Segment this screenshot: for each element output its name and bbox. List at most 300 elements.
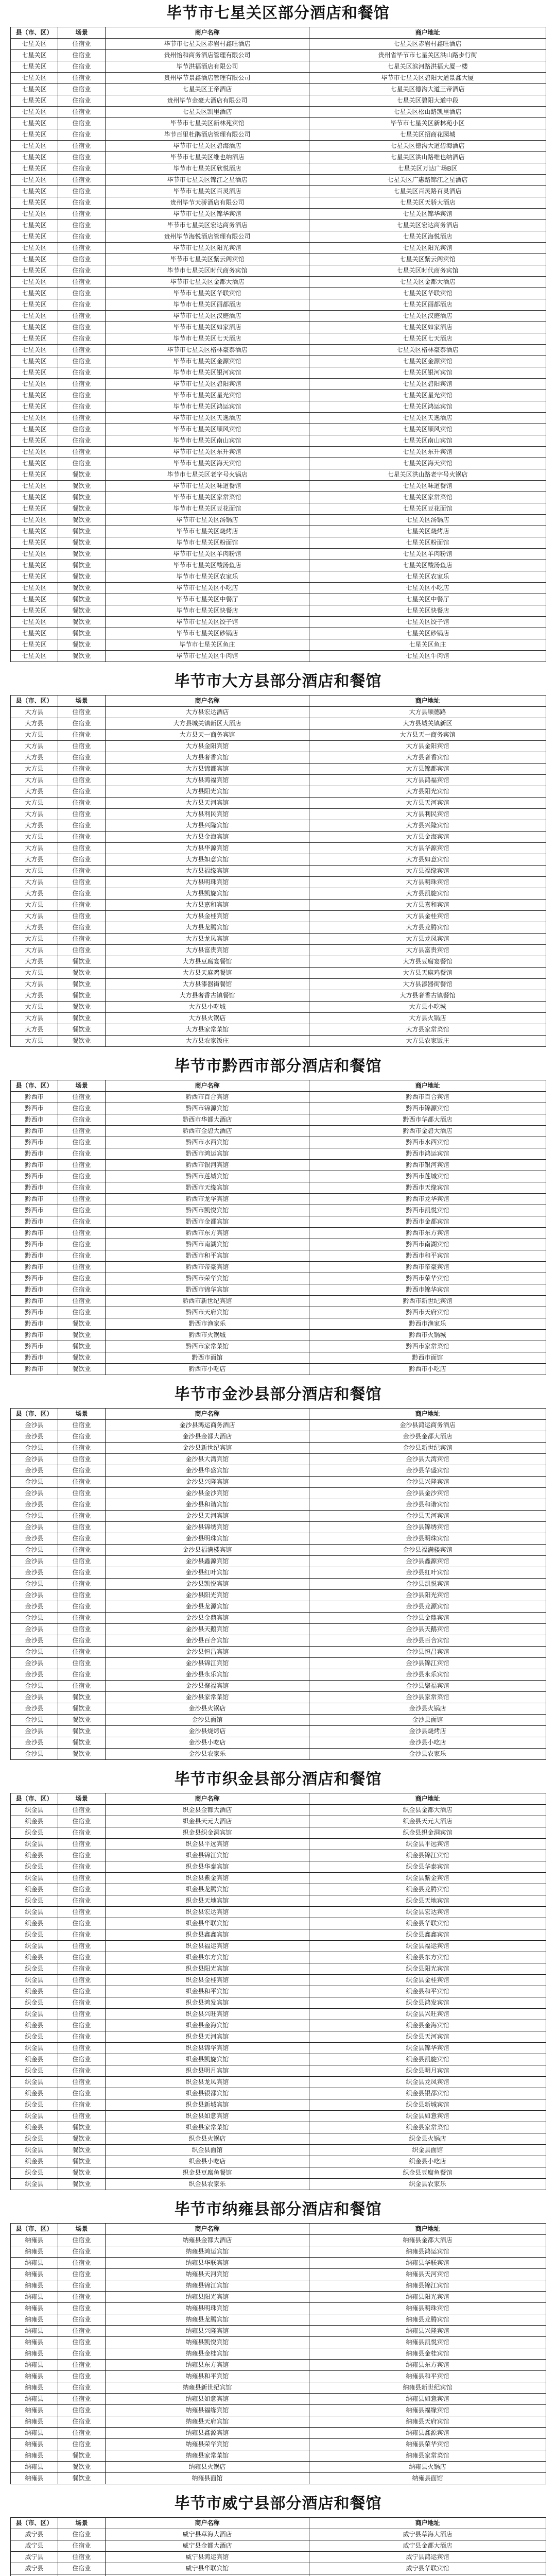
cell-region: 大方县 bbox=[11, 786, 58, 798]
cell-scene: 住宿业 bbox=[58, 107, 106, 118]
cell-merchant-name: 纳雍县天府宾馆 bbox=[106, 2416, 309, 2428]
cell-merchant-address: 织金县新城宾馆 bbox=[309, 2099, 546, 2111]
cell-merchant-address: 大方县火锅店 bbox=[309, 1013, 546, 1024]
cell-scene: 住宿业 bbox=[58, 718, 106, 730]
cell-merchant-address: 七星关区天逸酒店 bbox=[309, 413, 546, 424]
table-row bbox=[11, 141, 546, 152]
table-row bbox=[11, 1884, 546, 1895]
cell-merchant-name: 织金县家常菜馆 bbox=[106, 2122, 309, 2133]
cell-merchant-address: 毕节市七星关区碧阳大道景鑫大厦 bbox=[309, 73, 546, 84]
cell-merchant-address: 织金县锦江宾馆 bbox=[309, 1850, 546, 1861]
cell-merchant-name: 金沙县阳光宾馆 bbox=[106, 1590, 309, 1601]
table-row bbox=[11, 175, 546, 186]
cell-merchant-address: 七星关区赤岩村鑫旺酒店 bbox=[309, 39, 546, 50]
cell-scene: 餐饮业 bbox=[58, 639, 106, 651]
cell-merchant-name: 金沙县明珠宾馆 bbox=[106, 1533, 309, 1545]
table-row bbox=[11, 492, 546, 503]
cell-scene: 住宿业 bbox=[58, 379, 106, 390]
cell-merchant-address: 七星关区宏达商务酒店 bbox=[309, 220, 546, 231]
cell-merchant-address: 七星关区如家酒店 bbox=[309, 322, 546, 333]
cell-merchant-name: 织金县宏达宾馆 bbox=[106, 1907, 309, 1918]
cell-merchant-address: 七星关区丽都酒店 bbox=[309, 299, 546, 311]
cell-merchant-address: 织金县华联宾馆 bbox=[309, 1918, 546, 1929]
cell-merchant-name: 金沙县华盛宾馆 bbox=[106, 1465, 309, 1477]
cell-scene: 住宿业 bbox=[58, 2360, 106, 2371]
table-row bbox=[11, 820, 546, 832]
cell-scene: 住宿业 bbox=[58, 322, 106, 333]
cell-scene: 餐饮业 bbox=[58, 549, 106, 560]
cell-merchant-address: 金沙县福满楼宾馆 bbox=[309, 1545, 546, 1556]
cell-merchant-name: 毕节市七星关区格林豪泰酒店 bbox=[106, 345, 309, 356]
cell-scene: 餐饮业 bbox=[58, 1749, 106, 1760]
cell-merchant-address: 大方县天河宾馆 bbox=[309, 798, 546, 809]
table-row bbox=[11, 481, 546, 492]
cell-scene: 餐饮业 bbox=[58, 1024, 106, 1036]
cell-merchant-address: 七星关区饺子馆 bbox=[309, 617, 546, 628]
section-title: 毕节市七星关区部分酒店和餐馆 bbox=[166, 4, 390, 22]
cell-merchant-address: 七星关区华联宾馆 bbox=[309, 288, 546, 299]
cell-merchant-address: 黔西市银河宾馆 bbox=[309, 1160, 546, 1171]
cell-merchant-address: 金沙县和谐宾馆 bbox=[309, 1499, 546, 1511]
cell-region: 七星关区 bbox=[11, 492, 58, 503]
cell-merchant-address: 织金县东方宾馆 bbox=[309, 1952, 546, 1963]
cell-merchant-name: 金沙县凯悦宾馆 bbox=[106, 1579, 309, 1590]
header-scene: 场景 bbox=[58, 1080, 106, 1092]
cell-scene: 住宿业 bbox=[58, 2258, 106, 2269]
cell-merchant-name: 毕节市七星关区紫云阁宾馆 bbox=[106, 254, 309, 265]
table-row bbox=[11, 1941, 546, 1952]
cell-merchant-name: 黔西市面馆 bbox=[106, 1352, 309, 1364]
table-row bbox=[11, 152, 546, 163]
table-row bbox=[11, 1239, 546, 1250]
cell-merchant-name: 毕节市七星关区鱼庄 bbox=[106, 639, 309, 651]
cell-region: 纳雍县 bbox=[11, 2473, 58, 2484]
table-row bbox=[11, 1827, 546, 1839]
cell-merchant-address: 大方县明珠宾馆 bbox=[309, 877, 546, 888]
table-row bbox=[11, 1160, 546, 1171]
cell-merchant-name: 毕节市七星关区海天宾馆 bbox=[106, 458, 309, 469]
cell-scene: 餐饮业 bbox=[58, 1036, 106, 1047]
cell-merchant-name: 大方县嘉和宾馆 bbox=[106, 900, 309, 911]
table-row bbox=[11, 1205, 546, 1216]
table-row bbox=[11, 288, 546, 299]
table-row bbox=[11, 447, 546, 458]
cell-region: 大方县 bbox=[11, 1036, 58, 1047]
table-row bbox=[11, 379, 546, 390]
cell-region: 七星关区 bbox=[11, 175, 58, 186]
cell-merchant-name: 毕节市七星关区锦华宾馆 bbox=[106, 209, 309, 220]
table-row bbox=[11, 1533, 546, 1545]
table-row bbox=[11, 866, 546, 877]
cell-region: 纳雍县 bbox=[11, 2428, 58, 2439]
cell-merchant-name: 金沙县永乐宾馆 bbox=[106, 1669, 309, 1681]
header-region: 县（市、区） bbox=[11, 696, 58, 707]
cell-scene: 住宿业 bbox=[58, 1669, 106, 1681]
cell-region: 金沙县 bbox=[11, 1533, 58, 1545]
cell-merchant-address: 纳雍县兴隆宾馆 bbox=[309, 2326, 546, 2337]
cell-merchant-address: 大方县金阳宾馆 bbox=[309, 741, 546, 752]
table-row bbox=[11, 1443, 546, 1454]
cell-region: 黔西市 bbox=[11, 1296, 58, 1307]
cell-merchant-address: 织金县凯旋宾馆 bbox=[309, 2054, 546, 2065]
cell-merchant-address: 金沙县永乐宾馆 bbox=[309, 1669, 546, 1681]
cell-merchant-address: 织金县鑫鑫宾馆 bbox=[309, 1929, 546, 1941]
cell-merchant-name: 黔西市百合宾馆 bbox=[106, 1092, 309, 1103]
cell-merchant-address: 金沙县华盛宾馆 bbox=[309, 1465, 546, 1477]
table-row bbox=[11, 594, 546, 605]
cell-region: 纳雍县 bbox=[11, 2450, 58, 2462]
cell-region: 大方县 bbox=[11, 911, 58, 922]
cell-merchant-name: 金沙县百合宾馆 bbox=[106, 1635, 309, 1647]
cell-region: 黔西市 bbox=[11, 1092, 58, 1103]
cell-merchant-name: 金沙县红叶宾馆 bbox=[106, 1567, 309, 1579]
cell-scene: 住宿业 bbox=[58, 1545, 106, 1556]
cell-region bbox=[11, 2574, 58, 2576]
cell-merchant-name: 毕节市七星关区时代商务宾馆 bbox=[106, 265, 309, 277]
table-row bbox=[11, 1805, 546, 1816]
cell-merchant-name: 织金县天元大酒店 bbox=[106, 1816, 309, 1827]
table-row bbox=[11, 1692, 546, 1703]
cell-scene: 住宿业 bbox=[58, 356, 106, 367]
cell-merchant-name: 黔西市银河宾馆 bbox=[106, 1160, 309, 1171]
cell-region: 织金县 bbox=[11, 1805, 58, 1816]
cell-region: 七星关区 bbox=[11, 197, 58, 209]
cell-merchant-name: 贵州毕节天骄酒店有限公司 bbox=[106, 197, 309, 209]
cell-region: 金沙县 bbox=[11, 1737, 58, 1749]
cell-scene: 住宿业 bbox=[58, 2428, 106, 2439]
cell-region: 黔西市 bbox=[11, 1273, 58, 1284]
table-row bbox=[11, 277, 546, 288]
cell-merchant-name: 毕节市七星关区小吃店 bbox=[106, 583, 309, 594]
cell-scene: 住宿业 bbox=[58, 401, 106, 413]
table-row bbox=[11, 2326, 546, 2337]
cell-merchant-name: 毕节市七星关区中餐厅 bbox=[106, 594, 309, 605]
cell-merchant-name: 织金县如意宾馆 bbox=[106, 2111, 309, 2122]
cell-merchant-address: 织金县锦华宾馆 bbox=[309, 2043, 546, 2054]
cell-merchant-name: 黔西市新世纪宾馆 bbox=[106, 1296, 309, 1307]
cell-region: 金沙县 bbox=[11, 1613, 58, 1624]
cell-scene: 住宿业 bbox=[58, 1182, 106, 1194]
cell-scene: 餐饮业 bbox=[58, 560, 106, 571]
table-row bbox=[11, 163, 546, 175]
table-row bbox=[11, 401, 546, 413]
cell-merchant-address: 织金县兴旺宾馆 bbox=[309, 2009, 546, 2020]
cell-merchant-name: 黔西市和平宾馆 bbox=[106, 1250, 309, 1262]
cell-region: 黔西市 bbox=[11, 1137, 58, 1148]
cell-scene: 住宿业 bbox=[58, 1907, 106, 1918]
cell-region: 织金县 bbox=[11, 1861, 58, 1873]
cell-scene: 住宿业 bbox=[58, 2382, 106, 2394]
cell-merchant-address: 七星关区格林豪泰酒店 bbox=[309, 345, 546, 356]
cell-merchant-address: 纳雍县华联宾馆 bbox=[309, 2258, 546, 2269]
cell-merchant-address: 大方县嘉和宾馆 bbox=[309, 900, 546, 911]
cell-scene: 住宿业 bbox=[58, 73, 106, 84]
region-section bbox=[10, 2196, 546, 2484]
cell-merchant-name: 毕节市七星关区汉庭酒店 bbox=[106, 311, 309, 322]
cell-region: 大方县 bbox=[11, 900, 58, 911]
cell-region: 纳雍县 bbox=[11, 2235, 58, 2246]
cell-merchant-name: 威宁县华联宾馆 bbox=[106, 2563, 309, 2574]
table-row bbox=[11, 2337, 546, 2348]
cell-scene: 住宿业 bbox=[58, 2326, 106, 2337]
cell-merchant-address: 七星关区烧烤店 bbox=[309, 526, 546, 537]
table-row bbox=[11, 118, 546, 129]
cell-merchant-address: 大方县龙凤宾馆 bbox=[309, 934, 546, 945]
cell-region: 织金县 bbox=[11, 1952, 58, 1963]
cell-merchant-address: 黔西市南湖宾馆 bbox=[309, 1239, 546, 1250]
cell-region: 纳雍县 bbox=[11, 2292, 58, 2303]
cell-region: 织金县 bbox=[11, 2179, 58, 2190]
cell-region: 大方县 bbox=[11, 968, 58, 979]
cell-merchant-name: 贵州毕节景鑫酒店管理有限公司 bbox=[106, 73, 309, 84]
cell-merchant-name: 毕节市七星关区丽都酒店 bbox=[106, 299, 309, 311]
cell-scene: 住宿业 bbox=[58, 1148, 106, 1160]
cell-scene: 住宿业 bbox=[58, 435, 106, 447]
cell-region: 织金县 bbox=[11, 2020, 58, 2031]
table-row bbox=[11, 2462, 546, 2473]
cell-merchant-name: 大方县华源宾馆 bbox=[106, 843, 309, 854]
cell-region: 织金县 bbox=[11, 1850, 58, 1861]
cell-region: 织金县 bbox=[11, 1873, 58, 1884]
cell-merchant-address: 七星关区汉庭酒店 bbox=[309, 311, 546, 322]
cell-merchant-name: 织金县织金洞宾馆 bbox=[106, 1827, 309, 1839]
cell-scene: 餐饮业 bbox=[58, 1737, 106, 1749]
table-row bbox=[11, 537, 546, 549]
cell-merchant-address: 织金县金都大酒店 bbox=[309, 1805, 546, 1816]
cell-merchant-name: 织金县新城宾馆 bbox=[106, 2099, 309, 2111]
cell-region: 纳雍县 bbox=[11, 2348, 58, 2360]
cell-merchant-name: 织金县火锅店 bbox=[106, 2133, 309, 2145]
cell-scene: 餐饮业 bbox=[58, 956, 106, 968]
cell-region: 大方县 bbox=[11, 707, 58, 718]
cell-merchant-name: 金沙县兴隆宾馆 bbox=[106, 1477, 309, 1488]
cell-merchant-address: 金沙县恒昌宾馆 bbox=[309, 1647, 546, 1658]
cell-scene: 住宿业 bbox=[58, 243, 106, 254]
cell-region: 金沙县 bbox=[11, 1477, 58, 1488]
cell-merchant-name: 织金县农家乐 bbox=[106, 2179, 309, 2190]
header-merchant-name: 商户名称 bbox=[106, 2518, 309, 2529]
cell-merchant-name: 织金县金都大酒店 bbox=[106, 1805, 309, 1816]
cell-region: 织金县 bbox=[11, 2145, 58, 2156]
table-row bbox=[11, 1250, 546, 1262]
cell-merchant-name: 黔西市龙华宾馆 bbox=[106, 1194, 309, 1205]
cell-region: 七星关区 bbox=[11, 537, 58, 549]
cell-scene: 住宿业 bbox=[58, 447, 106, 458]
table-row bbox=[11, 1330, 546, 1341]
cell-merchant-address: 七星关区碧阳宾馆 bbox=[309, 379, 546, 390]
cell-region: 七星关区 bbox=[11, 401, 58, 413]
cell-merchant-address: 大方县华源宾馆 bbox=[309, 843, 546, 854]
cell-region: 金沙县 bbox=[11, 1635, 58, 1647]
cell-merchant-address: 七星关区紫云阁宾馆 bbox=[309, 254, 546, 265]
cell-merchant-name: 金沙县新世纪宾馆 bbox=[106, 1443, 309, 1454]
table-row bbox=[11, 73, 546, 84]
cell-region: 七星关区 bbox=[11, 141, 58, 152]
table-row bbox=[11, 1284, 546, 1296]
cell-region: 织金县 bbox=[11, 2133, 58, 2145]
cell-scene: 住宿业 bbox=[58, 2111, 106, 2122]
cell-merchant-name: 纳雍县龙腾宾馆 bbox=[106, 2314, 309, 2326]
cell-merchant-address: 织金县小吃店 bbox=[309, 2156, 546, 2167]
cell-scene: 餐饮业 bbox=[58, 481, 106, 492]
cell-merchant-name: 纳雍县如意宾馆 bbox=[106, 2394, 309, 2405]
table-row bbox=[11, 1658, 546, 1669]
cell-scene: 住宿业 bbox=[58, 1307, 106, 1318]
table-row bbox=[11, 1669, 546, 1681]
cell-merchant-name: 毕节市七星关区碧海酒店 bbox=[106, 141, 309, 152]
cell-merchant-name: 织金县平远宾馆 bbox=[106, 1839, 309, 1850]
cell-merchant-address: 七星关区顺风宾馆 bbox=[309, 424, 546, 435]
cell-merchant-name: 纳雍县阳光宾馆 bbox=[106, 2292, 309, 2303]
cell-merchant-address: 金沙县聚福宾馆 bbox=[309, 1681, 546, 1692]
table-row bbox=[11, 243, 546, 254]
cell-region: 威宁县 bbox=[11, 2540, 58, 2552]
cell-merchant-address: 大方县兴隆宾馆 bbox=[309, 820, 546, 832]
cell-region: 七星关区 bbox=[11, 617, 58, 628]
cell-scene: 住宿业 bbox=[58, 1635, 106, 1647]
cell-scene: 住宿业 bbox=[58, 1861, 106, 1873]
header-region: 县（市、区） bbox=[11, 1793, 58, 1805]
cell-region: 七星关区 bbox=[11, 50, 58, 61]
table-row bbox=[11, 209, 546, 220]
cell-region: 七星关区 bbox=[11, 583, 58, 594]
cell-scene: 住宿业 bbox=[58, 2099, 106, 2111]
table-row bbox=[11, 1861, 546, 1873]
table-row bbox=[11, 1986, 546, 1997]
cell-merchant-name: 毕节市七星关区百灵酒店 bbox=[106, 186, 309, 197]
table-row bbox=[11, 922, 546, 934]
cell-merchant-name: 纳雍县家常菜馆 bbox=[106, 2450, 309, 2462]
cell-merchant-address: 黔西市百合宾馆 bbox=[309, 1092, 546, 1103]
cell-merchant-name: 大方县城关镇新区大酒店 bbox=[106, 718, 309, 730]
cell-merchant-address: 七星关区味道餐馆 bbox=[309, 481, 546, 492]
cell-merchant-name: 大方县福缘宾馆 bbox=[106, 866, 309, 877]
table-row bbox=[11, 1929, 546, 1941]
cell-region: 织金县 bbox=[11, 1839, 58, 1850]
cell-scene: 餐饮业 bbox=[58, 651, 106, 662]
cell-region: 纳雍县 bbox=[11, 2258, 58, 2269]
table-row bbox=[11, 1556, 546, 1567]
header-scene: 场景 bbox=[58, 696, 106, 707]
cell-scene: 住宿业 bbox=[58, 2348, 106, 2360]
cell-scene: 住宿业 bbox=[58, 2280, 106, 2292]
header-scene: 场景 bbox=[58, 2518, 106, 2529]
table-row bbox=[11, 1749, 546, 1760]
cell-scene: 住宿业 bbox=[58, 345, 106, 356]
cell-merchant-address: 七星关区汤锅店 bbox=[309, 515, 546, 526]
cell-merchant-name: 黔西市家常菜馆 bbox=[106, 1341, 309, 1352]
cell-merchant-address: 金沙县天鹅宾馆 bbox=[309, 1624, 546, 1635]
cell-merchant-name: 织金县小吃店 bbox=[106, 2156, 309, 2167]
section-title: 毕节市金沙县部分酒店和餐馆 bbox=[174, 1385, 382, 1403]
cell-scene: 住宿业 bbox=[58, 1160, 106, 1171]
table-row bbox=[11, 1182, 546, 1194]
cell-region: 七星关区 bbox=[11, 605, 58, 617]
table-row bbox=[11, 1907, 546, 1918]
table-row bbox=[11, 1963, 546, 1975]
cell-region: 金沙县 bbox=[11, 1647, 58, 1658]
cell-merchant-address: 金沙县金沙宾馆 bbox=[309, 1488, 546, 1499]
table-row bbox=[11, 1103, 546, 1114]
cell-merchant-name: 黔西市华都大酒店 bbox=[106, 1114, 309, 1126]
table-row bbox=[11, 2043, 546, 2054]
cell-scene: 住宿业 bbox=[58, 1816, 106, 1827]
table-row bbox=[11, 798, 546, 809]
cell-scene: 住宿业 bbox=[58, 1296, 106, 1307]
cell-merchant-name: 织金县华联宾馆 bbox=[106, 1918, 309, 1929]
cell-merchant-name: 黔西市帝豪宾馆 bbox=[106, 1262, 309, 1273]
cell-region: 大方县 bbox=[11, 730, 58, 741]
cell-scene: 住宿业 bbox=[58, 458, 106, 469]
cell-merchant-address: 七星关区天骄大酒店 bbox=[309, 197, 546, 209]
table-row bbox=[11, 1635, 546, 1647]
cell-region: 织金县 bbox=[11, 2077, 58, 2088]
cell-scene: 餐饮业 bbox=[58, 1352, 106, 1364]
table-row bbox=[11, 2394, 546, 2405]
cell-scene: 住宿业 bbox=[58, 1895, 106, 1907]
table-row bbox=[11, 639, 546, 651]
section-title: 毕节市大方县部分酒店和餐馆 bbox=[174, 672, 382, 690]
table-row bbox=[11, 2563, 546, 2574]
cell-region: 威宁县 bbox=[11, 2563, 58, 2574]
cell-region: 金沙县 bbox=[11, 1703, 58, 1715]
cell-scene: 餐饮业 bbox=[58, 2167, 106, 2179]
table-row bbox=[11, 299, 546, 311]
cell-merchant-name: 织金县天地宾馆 bbox=[106, 1895, 309, 1907]
cell-region: 大方县 bbox=[11, 945, 58, 956]
cell-region: 七星关区 bbox=[11, 379, 58, 390]
header-merchant-name: 商户名称 bbox=[106, 1793, 309, 1805]
table-row bbox=[11, 2088, 546, 2099]
cell-region: 纳雍县 bbox=[11, 2246, 58, 2258]
table-row bbox=[11, 2065, 546, 2077]
cell-merchant-name: 金沙县小吃店 bbox=[106, 1737, 309, 1749]
cell-merchant-address: 七星关区阳光宾馆 bbox=[309, 243, 546, 254]
cell-merchant-address: 黔西市锦华宾馆 bbox=[309, 1284, 546, 1296]
cell-merchant-name: 织金县凯旋宾馆 bbox=[106, 2054, 309, 2065]
cell-merchant-name: 织金县银都宾馆 bbox=[106, 2088, 309, 2099]
cell-merchant-address: 大方县金桂宾馆 bbox=[309, 911, 546, 922]
cell-merchant-address: 金沙县天河宾馆 bbox=[309, 1511, 546, 1522]
cell-scene: 住宿业 bbox=[58, 1647, 106, 1658]
table-row bbox=[11, 50, 546, 61]
cell-region: 织金县 bbox=[11, 2054, 58, 2065]
table-row bbox=[11, 265, 546, 277]
cell-region: 黔西市 bbox=[11, 1341, 58, 1352]
header-merchant-address: 商户地址 bbox=[309, 1080, 546, 1092]
table-row bbox=[11, 1918, 546, 1929]
cell-region: 织金县 bbox=[11, 1827, 58, 1839]
cell-region: 金沙县 bbox=[11, 1579, 58, 1590]
table-row bbox=[11, 435, 546, 447]
cell-region: 黔西市 bbox=[11, 1216, 58, 1228]
cell-region: 七星关区 bbox=[11, 299, 58, 311]
cell-scene: 住宿业 bbox=[58, 1137, 106, 1148]
cell-merchant-address: 金沙县农家乐 bbox=[309, 1749, 546, 1760]
table-row bbox=[11, 2314, 546, 2326]
table-row bbox=[11, 469, 546, 481]
table-row bbox=[11, 1036, 546, 1047]
table-row bbox=[11, 1703, 546, 1715]
cell-scene: 住宿业 bbox=[58, 2077, 106, 2088]
cell-merchant-name: 大方县家常菜馆 bbox=[106, 1024, 309, 1036]
cell-scene: 住宿业 bbox=[58, 333, 106, 345]
cell-region: 织金县 bbox=[11, 1997, 58, 2009]
cell-merchant-address: 大方县城关镇新区 bbox=[309, 718, 546, 730]
cell-region: 大方县 bbox=[11, 820, 58, 832]
cell-merchant-address: 威宁县金都大酒店 bbox=[309, 2540, 546, 2552]
table-row bbox=[11, 322, 546, 333]
